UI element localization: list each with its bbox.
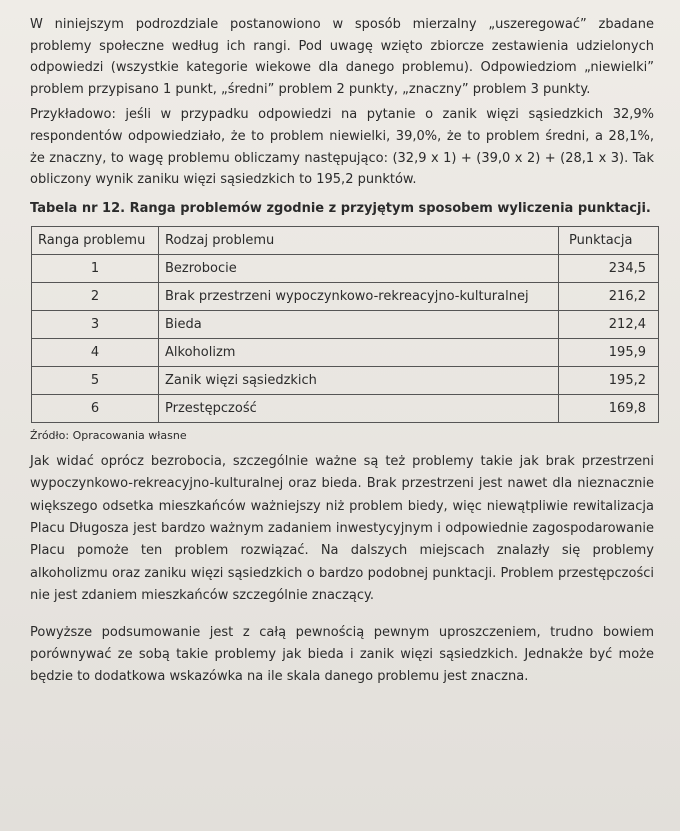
table-caption: Tabela nr 12. Ranga problemów zgodnie z przyjętym sposobem wyliczenia punktacji.: [30, 200, 651, 216]
table-row: [32, 338, 659, 366]
cell-rank: 5: [32, 366, 159, 394]
cell-problem: Bieda: [159, 310, 559, 338]
cell-problem: Zanik więzi sąsiedzkich: [159, 366, 559, 394]
table-row: [32, 394, 659, 422]
intro-paragraph: W niniejszym podrozdziale postanowiono w sposób mierzalny „uszeregować” zbadane problemy społeczne według ich rangi. Pod uwagę wzięto zbiorcze zestawienia udzielonych odpowiedzi (wszystkie kategorie wiekowe dla danego problemu). Odpowiedziom „niewielki” problem przypisano 1 punkt, „średni” problem 2 punkty, „znaczny” problem 3 punkty.: [30, 17, 654, 97]
cell-rank: 2: [32, 282, 159, 310]
cell-points: 195,2: [559, 366, 659, 394]
analysis-paragraph: Jak widać oprócz bezrobocia, szczególnie ważne są też problemy takie jak brak przestrzeni wypoczynkowo-rekreacyjno-kulturalnej oraz bieda. Brak przestrzeni jest nawet dla nieznacznie większego odsetka mieszkańców ważniejszy niż problem biedy, więc niewątpliwie rewitalizacja Placu Długosza jest bardzo ważnym zadaniem inwestycyjnym i odpowiednie zagospodarowanie Placu pomoże ten problem rozwiązać. Na dalszych miejscach znalazły się problemy alkoholizmu oraz zaniku więzi sąsiedzkich o bardzo podobnej punktacji. Problem przestępczości nie jest zdaniem mieszkańców szczególnie znaczący.: [30, 453, 654, 604]
table-source: Źródło: Opracowania własne: [30, 428, 187, 442]
cell-problem: Alkoholizm: [159, 338, 559, 366]
cell-problem: Przestępczość: [159, 394, 559, 422]
example-paragraph: Przykładowo: jeśli w przypadku odpowiedzi na pytanie o zanik więzi sąsiedzkich 32,9% respondentów odpowiedziało, że to problem niewielki, 39,0%, że to problem średni, a 28,1%, że znaczny, to wagę problemu obliczamy następująco: (32,9 x 1) + (39,0 x 2) + (28,1 x 3). Tak obliczony wynik zaniku więzi sąsiedzkich to 195,2 punktów.: [30, 107, 654, 188]
header-rank: Ranga problemu: [32, 226, 159, 254]
table-row: [32, 366, 659, 394]
summary-paragraph: Powyższe podsumowanie jest z całą pewnością pewnym uproszczeniem, trudno bowiem porównywać ze sobą takie problemy jak bieda i zanik więzi sąsiedzkich. Jednakże być może będzie to dodatkowa wskazówka na ile skala danego problemu jest znaczna.: [30, 624, 654, 685]
cell-problem: Bezrobocie: [159, 254, 559, 282]
cell-rank: 1: [32, 254, 159, 282]
cell-rank: 6: [32, 394, 159, 422]
cell-problem: Brak przestrzeni wypoczynkowo-rekreacyjno-kulturalnej: [159, 282, 559, 310]
table-row: [32, 254, 659, 282]
cell-rank: 4: [32, 338, 159, 366]
cell-points: 216,2: [559, 282, 659, 310]
cell-points: 169,8: [559, 394, 659, 422]
table-row: [32, 310, 659, 338]
cell-points: 195,9: [559, 338, 659, 366]
cell-points: 234,5: [559, 254, 659, 282]
table-row: [32, 282, 659, 310]
cell-points: 212,4: [559, 310, 659, 338]
table-header-row: [32, 226, 659, 254]
header-points: Punktacja: [559, 226, 659, 254]
header-problem: Rodzaj problemu: [159, 226, 559, 254]
cell-rank: 3: [32, 310, 159, 338]
ranking-table: [31, 226, 659, 423]
